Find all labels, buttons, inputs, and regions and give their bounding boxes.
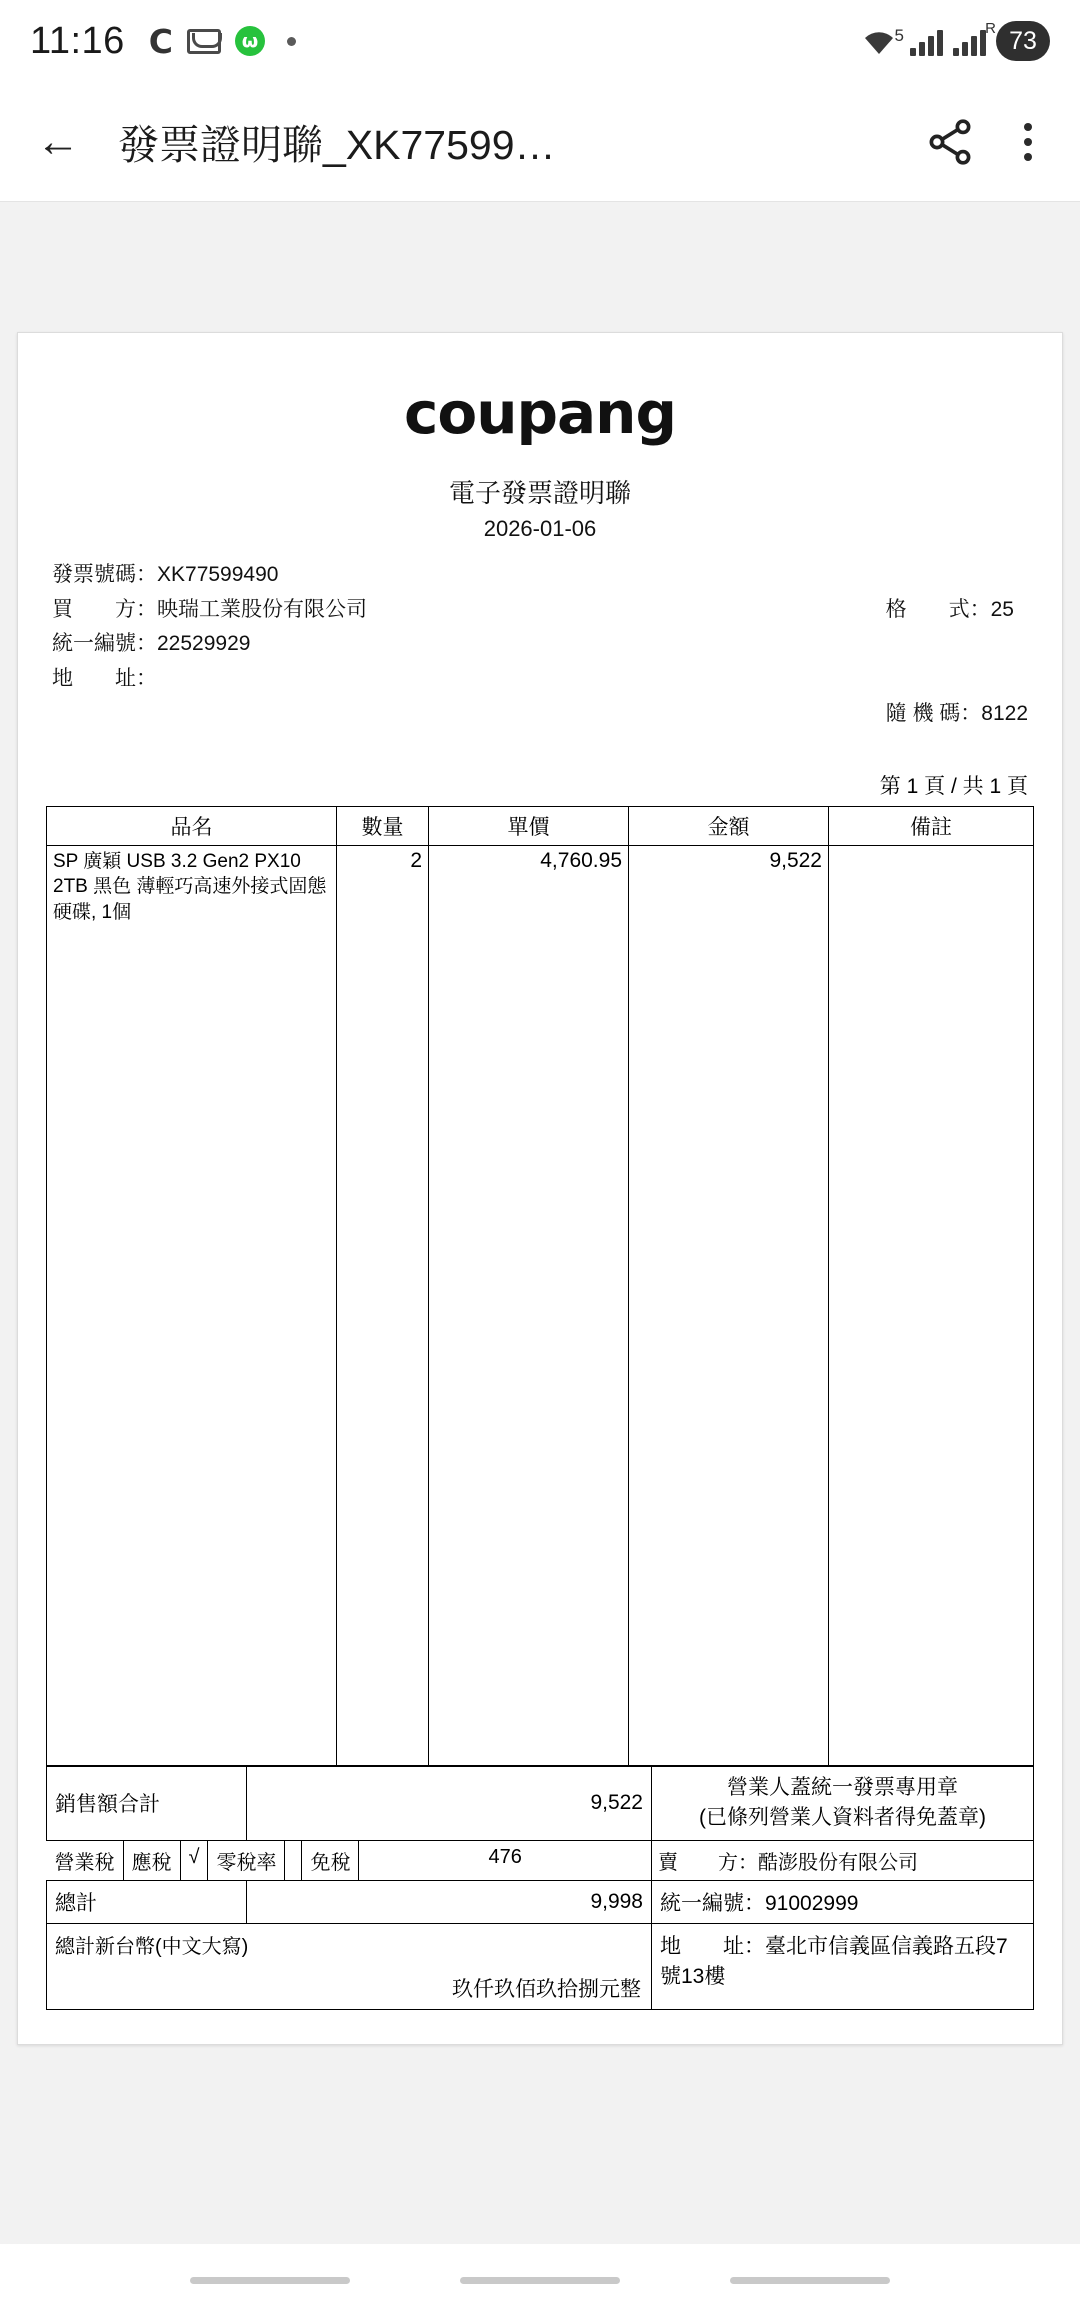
system-nav-bar bbox=[0, 2244, 1080, 2316]
seal-line-1: 營業人蓋統一發票專用章 bbox=[727, 1775, 958, 1799]
buyer-taxid-row bbox=[52, 627, 367, 662]
format-value: 25 bbox=[990, 597, 1014, 621]
wifi-generation-label: 5 bbox=[894, 26, 904, 45]
battery-indicator: 73 bbox=[996, 21, 1050, 61]
format-row bbox=[827, 558, 1028, 662]
recents-button[interactable] bbox=[190, 2277, 350, 2284]
invoice-number-label: 發票號碼： bbox=[52, 563, 157, 586]
seller-address-cell bbox=[652, 1923, 1034, 2009]
total-row bbox=[47, 1880, 1034, 1923]
document-title: 電子發票證明聯 bbox=[448, 478, 631, 508]
header-unit-price: 單價 bbox=[429, 806, 629, 845]
buyer-address-row bbox=[52, 662, 367, 697]
document-date: 2026-01-06 bbox=[483, 516, 597, 541]
share-icon[interactable] bbox=[924, 116, 976, 168]
tax-blank-cell bbox=[285, 1841, 302, 1880]
seller-address-label: 地 址： bbox=[660, 1934, 765, 1958]
cell-quantity: 2 bbox=[337, 845, 429, 1765]
chinese-amount-cell bbox=[47, 1923, 652, 2009]
cell-item-name bbox=[47, 845, 337, 1765]
tax-inner-row bbox=[47, 1841, 652, 1880]
status-system-icons bbox=[860, 21, 1050, 61]
table-row bbox=[47, 845, 1034, 1765]
chinese-amount-label: 總計新台幣(中文大寫) bbox=[55, 1935, 249, 1958]
cell-unit-price: 4,760.95 bbox=[429, 845, 629, 1765]
invoice-items-table bbox=[46, 806, 1034, 1766]
tax-type-label: 營業稅 bbox=[47, 1841, 124, 1880]
tax-row bbox=[47, 1840, 1034, 1880]
header-amount: 金額 bbox=[629, 806, 829, 845]
seller-seal-box bbox=[652, 1766, 1034, 1840]
buyer-taxid-value: 22529929 bbox=[157, 632, 251, 656]
invoice-page bbox=[17, 332, 1063, 2045]
dot-icon bbox=[287, 37, 296, 46]
subtotal-label: 銷售額合計 bbox=[47, 1766, 247, 1840]
tax-amount-value: 476 bbox=[488, 1845, 522, 1868]
buyer-label: 買 方： bbox=[52, 597, 157, 621]
signal-icon-1 bbox=[910, 26, 943, 56]
subtotal-row bbox=[47, 1766, 1034, 1840]
status-notification-icons bbox=[149, 22, 296, 61]
app-bar-actions bbox=[924, 116, 1054, 168]
more-options-icon[interactable] bbox=[1002, 116, 1054, 168]
invoice-items-body bbox=[47, 845, 1034, 1765]
seal-line-2: (已條列營業人資料者得免蓋章) bbox=[699, 1806, 986, 1830]
tax-taxable-label: 應稅 bbox=[124, 1841, 181, 1880]
buyer-taxid-label: 統一編號： bbox=[52, 632, 157, 656]
app-bar bbox=[0, 82, 1080, 202]
cell-amount: 9,522 bbox=[629, 845, 829, 1765]
header-note: 備註 bbox=[829, 806, 1034, 845]
back-button[interactable] bbox=[730, 2277, 890, 2284]
random-code-value: 8122 bbox=[981, 701, 1028, 725]
status-bar bbox=[0, 0, 1080, 82]
page-count-info: 第 1 頁 / 共 1 頁 bbox=[879, 774, 1028, 798]
seller-taxid-value: 91002999 bbox=[765, 1891, 859, 1915]
invoice-number-row bbox=[52, 558, 367, 593]
table-header-row bbox=[47, 806, 1034, 845]
seller-taxid-label: 統一編號： bbox=[660, 1891, 765, 1915]
tax-breakdown-cells bbox=[47, 1840, 652, 1880]
total-label: 總計 bbox=[47, 1880, 247, 1923]
invoice-number-value: XK77599490 bbox=[157, 563, 279, 586]
seller-name-cell bbox=[652, 1840, 1034, 1880]
seller-address-value: 臺北市信義區信義路五段7號13樓 bbox=[660, 1934, 1008, 1988]
invoice-meta bbox=[46, 558, 1034, 766]
invoice-summary-table bbox=[46, 1766, 1034, 2010]
invoice-meta-right bbox=[827, 558, 1028, 766]
item-name-text: SP 廣穎 USB 3.2 Gen2 PX10 2TB 黑色 薄輕巧高速外接式固態硬碟, 1個 bbox=[53, 850, 327, 924]
chinese-amount-value: 玖仟玖佰玖拾捌元整 bbox=[452, 1977, 641, 2001]
buyer-address-label: 地 址： bbox=[52, 666, 157, 690]
status-clock: 11:16 bbox=[30, 19, 125, 62]
invoice-items-header bbox=[47, 806, 1034, 845]
wifi-icon bbox=[860, 26, 904, 56]
whatsapp-icon: ω bbox=[235, 26, 265, 56]
home-button[interactable] bbox=[460, 2277, 620, 2284]
brand-logo: coupang bbox=[404, 379, 676, 447]
mail-icon bbox=[187, 29, 221, 54]
total-value: 9,998 bbox=[247, 1880, 652, 1923]
document-viewer[interactable] bbox=[0, 202, 1080, 2316]
tax-zero-rate-label: 零稅率 bbox=[208, 1841, 285, 1880]
back-arrow-icon[interactable]: ← bbox=[36, 116, 80, 166]
tax-check-mark: √ bbox=[181, 1841, 209, 1880]
roaming-label: R bbox=[985, 20, 996, 37]
subtotal-value: 9,522 bbox=[247, 1766, 652, 1840]
format-label: 格 式： bbox=[885, 597, 991, 621]
buyer-row bbox=[52, 593, 367, 628]
random-code-label: 隨 機 碼： bbox=[885, 701, 982, 725]
seller-taxid-cell bbox=[652, 1880, 1034, 1923]
random-code-row bbox=[827, 662, 1028, 766]
seller-label: 賣 方： bbox=[658, 1851, 758, 1874]
tax-free-label: 免稅 bbox=[302, 1841, 359, 1880]
header-quantity: 數量 bbox=[337, 806, 429, 845]
cell-note bbox=[829, 845, 1034, 1765]
signal-icon-2 bbox=[953, 20, 996, 56]
page-title: 發票證明聯_XK77599… bbox=[118, 122, 556, 168]
chat-icon: C bbox=[148, 21, 173, 61]
invoice-meta-left bbox=[52, 558, 367, 766]
chinese-amount-row bbox=[47, 1923, 1034, 2009]
header-item-name: 品名 bbox=[47, 806, 337, 845]
seller-value: 酷澎股份有限公司 bbox=[758, 1851, 918, 1874]
buyer-value: 映瑞工業股份有限公司 bbox=[157, 597, 367, 621]
